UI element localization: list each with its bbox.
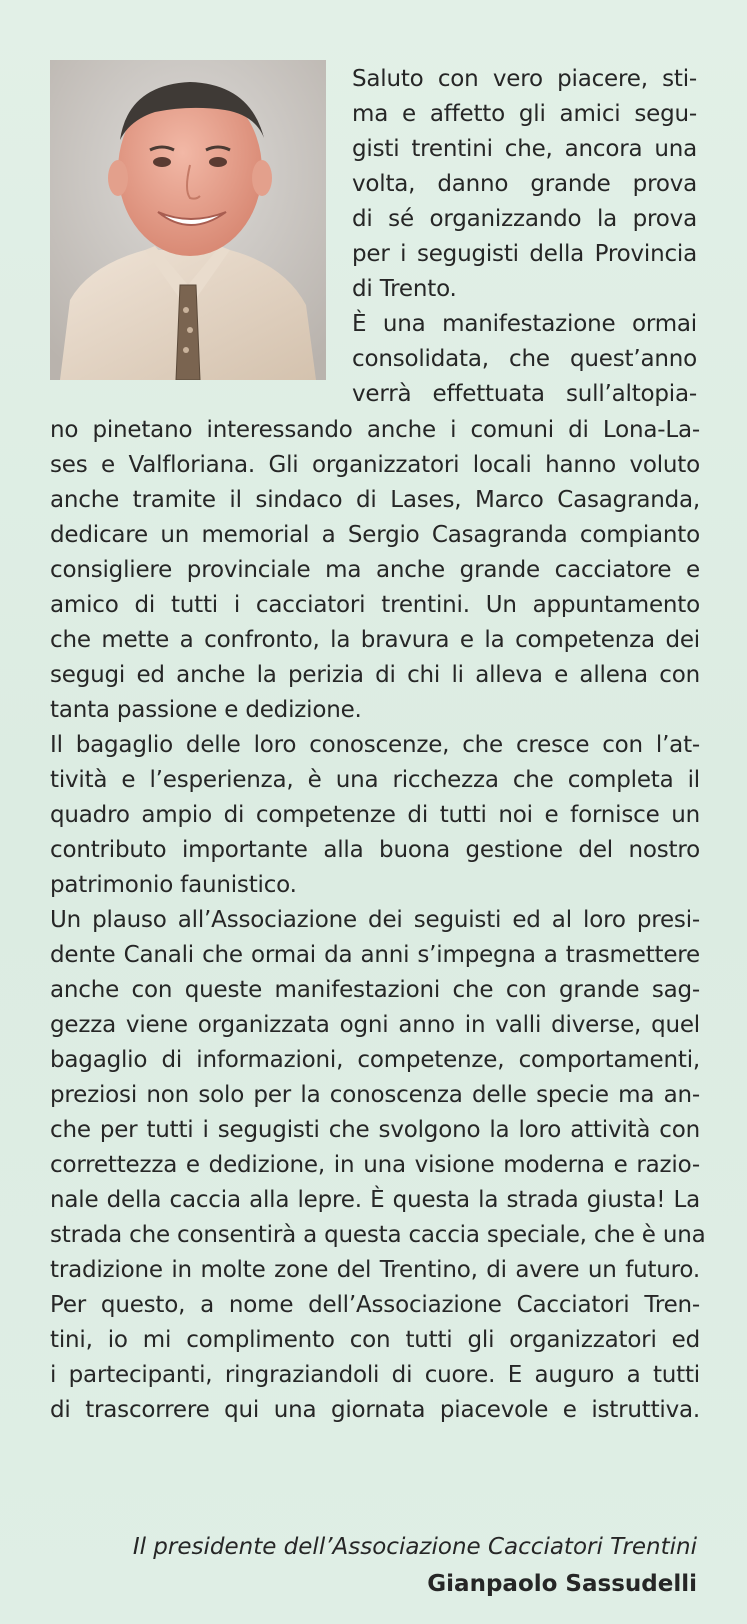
text-line: amico di tutti i cacciatori trentini. Un appuntamento: [50, 592, 700, 618]
text-line: Un plauso all’Associazione dei seguisti ed al loro presi-: [50, 907, 700, 933]
text-line: Il bagaglio delle loro conoscenze, che cresce con l’at-: [50, 732, 700, 758]
text-line: di Trento.: [352, 276, 457, 302]
author-portrait-photo: [50, 60, 326, 380]
text-line: tradizione in molte zone del Trentino, di avere un futuro.: [50, 1257, 700, 1283]
text-line: anche con queste manifestazioni che con grande sag-: [50, 977, 700, 1003]
text-line: che per tutti i segugisti che svolgono la loro attività con: [50, 1117, 700, 1143]
text-line: ses e Valfloriana. Gli organizzatori locali hanno voluto: [50, 452, 700, 478]
text-line: i partecipanti, ringraziandoli di cuore. E auguro a tutti: [50, 1362, 700, 1388]
text-line: segugi ed anche la perizia di chi li alleva e allena con: [50, 662, 700, 688]
text-line: Saluto con vero piacere, sti-: [352, 66, 697, 92]
text-line: consigliere provinciale ma anche grande cacciatore e: [50, 557, 700, 583]
text-line: nale della caccia alla lepre. È questa la strada giusta! La: [50, 1187, 700, 1213]
portrait-illustration: [50, 60, 326, 380]
text-line: correttezza e dedizione, in una visione moderna e razio-: [50, 1152, 700, 1178]
text-line: che mette a confronto, la bravura e la competenza dei: [50, 627, 700, 653]
text-line: contributo importante alla buona gestione del nostro: [50, 837, 700, 863]
text-line: consolidata, che quest’anno: [352, 346, 697, 372]
text-line: bagaglio di informazioni, competenze, comportamenti,: [50, 1047, 700, 1073]
text-line: volta, danno grande prova: [352, 171, 697, 197]
text-line: verrà effettuata sull’altopia-: [352, 381, 697, 407]
text-line: dente Canali che ormai da anni s’impegna a trasmettere: [50, 942, 700, 968]
text-line: anche tramite il sindaco di Lases, Marco Casagranda,: [50, 487, 700, 513]
text-line: no pinetano interessando anche i comuni di Lona-La-: [50, 417, 700, 443]
text-line: tività e l’esperienza, è una ricchezza che completa il: [50, 767, 700, 793]
text-line: Per questo, a nome dell’Associazione Cacciatori Tren-: [50, 1292, 700, 1318]
text-line: patrimonio faunistico.: [50, 872, 297, 898]
text-line: gisti trentini che, ancora una: [352, 136, 697, 162]
text-line: tini, io mi complimento con tutti gli organizzatori ed: [50, 1327, 700, 1353]
text-line: di trascorrere qui una giornata piacevole e istruttiva.: [50, 1397, 700, 1423]
text-line: preziosi non solo per la conoscenza delle specie ma an-: [50, 1082, 700, 1108]
text-line: quadro ampio di competenze di tutti noi e fornisce un: [50, 802, 700, 828]
text-line: di sé organizzando la prova: [352, 206, 697, 232]
text-line: gezza viene organizzata ogni anno in valli diverse, quel: [50, 1012, 700, 1038]
text-line: tanta passione e dedizione.: [50, 697, 362, 723]
text-line: per i segugisti della Provincia: [352, 241, 697, 267]
text-line: È una manifestazione ormai: [352, 311, 697, 337]
text-line: strada che consentirà a questa caccia speciale, che è una: [50, 1222, 706, 1248]
text-line: dedicare un memorial a Sergio Casagranda compianto: [50, 522, 700, 548]
signature-role: Il presidente dell’Associazione Cacciatori Trentini: [132, 1534, 697, 1560]
text-line: ma e affetto gli amici segu-: [352, 101, 697, 127]
signature-name: Gianpaolo Sassudelli: [427, 1571, 697, 1597]
